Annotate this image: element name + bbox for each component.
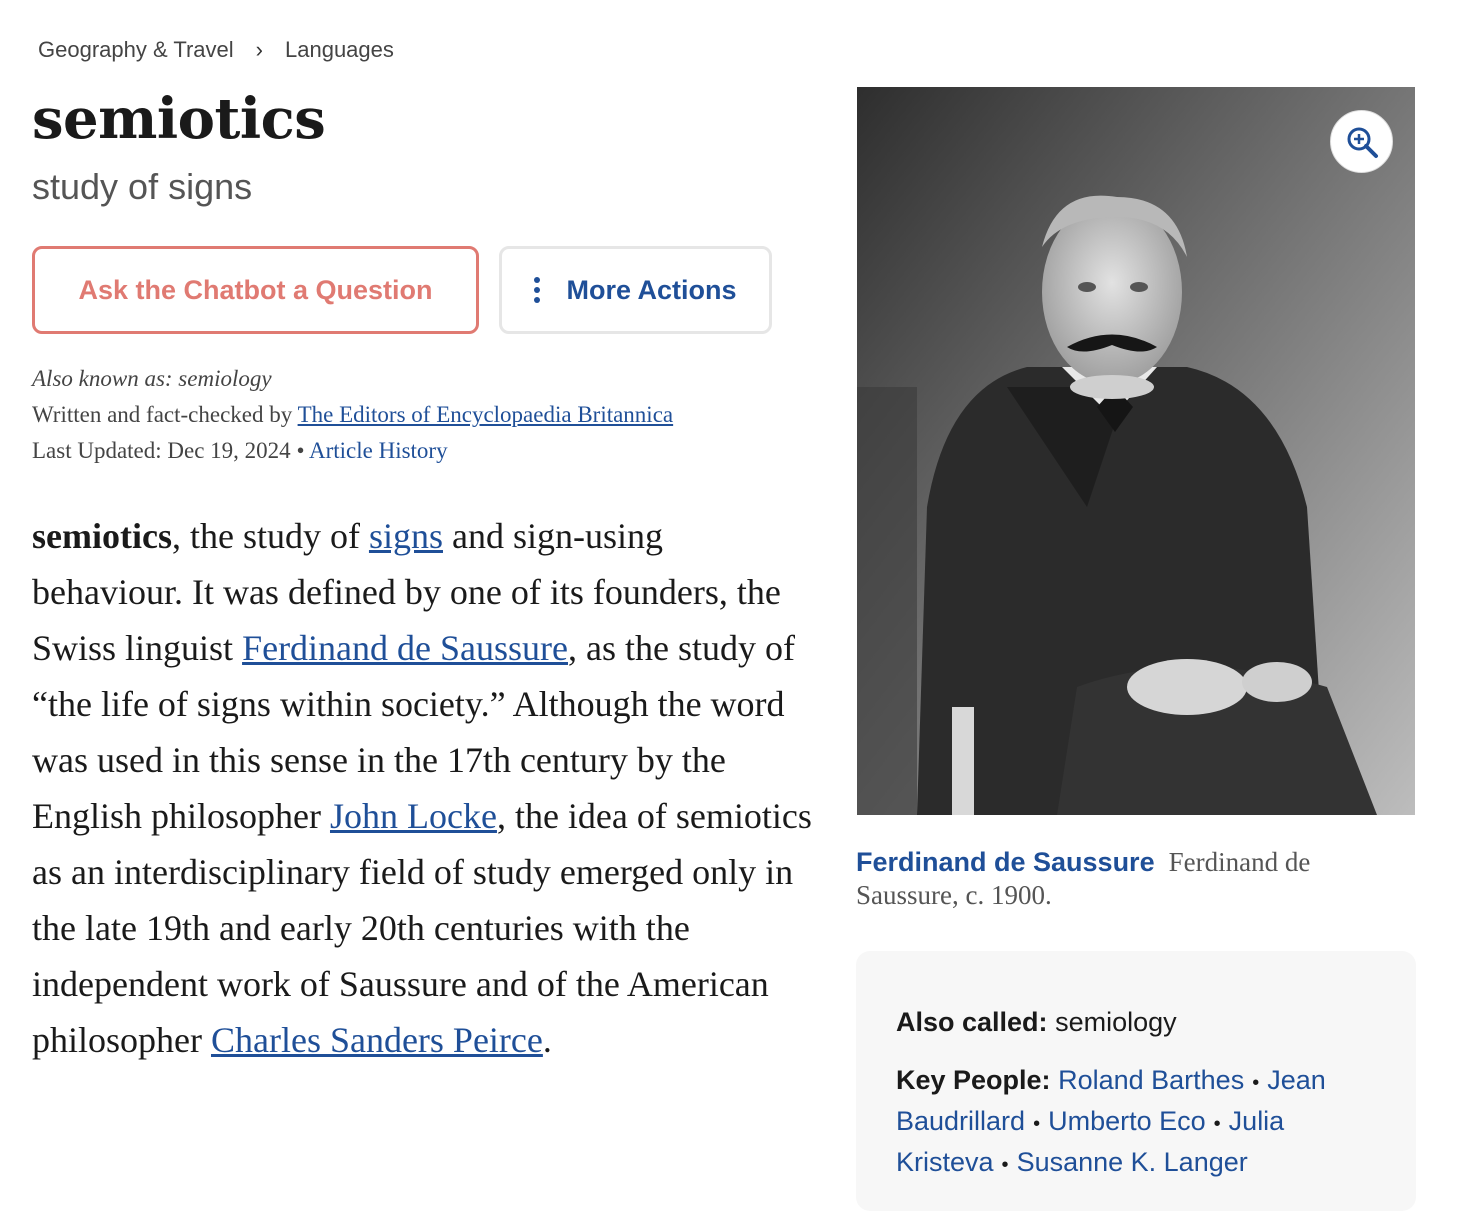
also-called-value: semiology [1055, 1007, 1177, 1037]
more-actions-label: More Actions [566, 274, 737, 305]
key-person-link[interactable]: Julia Kristeva [896, 1106, 1285, 1177]
last-updated: Last Updated: Dec 19, 2024 [32, 438, 291, 463]
article-text: , as the study of “the life of signs within society.” Although the word was used in this sense in the 17th century by the English philosopher [32, 628, 795, 836]
article-term: semiotics [32, 516, 172, 556]
article-text: . [542, 1020, 552, 1060]
separator-dot: • [1001, 1154, 1009, 1176]
chevron-right-icon: › [255, 37, 263, 62]
quick-facts-panel [856, 951, 1416, 1211]
written-by-line [32, 402, 673, 428]
john-locke-link[interactable]: John Locke [329, 796, 497, 836]
last-updated-line [32, 438, 448, 464]
separator-dot: • [1252, 1072, 1260, 1094]
bullet-separator: • [296, 438, 305, 463]
portrait-illustration [857, 87, 1415, 815]
saussure-link[interactable]: Ferdinand de Saussure [242, 628, 568, 668]
article-text: , the idea of semiotics as an interdisciplinary field of study emerged only in the late 19th and early 20th centuries with the independent work of Saussure and of the American philosopher [32, 796, 812, 1060]
editors-link[interactable]: The Editors of Encyclopaedia Britannica [297, 402, 674, 427]
caption-title: Ferdinand de Saussure [856, 847, 1155, 877]
caption-text: Ferdinand de Saussure, c. 1900. [856, 847, 1311, 910]
ask-chatbot-button[interactable] [32, 246, 479, 334]
zoom-in-icon [1344, 124, 1380, 160]
page-title: semiotics [32, 86, 326, 152]
page-subtitle: study of signs [32, 166, 253, 207]
article-text: , the study of [171, 516, 369, 556]
key-people-label: Key People: [896, 1065, 1051, 1095]
key-person-link[interactable]: Umberto Eco [1048, 1106, 1206, 1136]
separator-dot: • [1213, 1113, 1221, 1135]
breadcrumb [38, 34, 394, 66]
portrait-image[interactable] [857, 87, 1415, 815]
also-known-as: Also known as: semiology [32, 366, 272, 391]
written-by-prefix: Written and fact-checked by [32, 402, 293, 427]
zoom-in-button[interactable] [1330, 110, 1393, 173]
also-called-row [896, 1003, 1376, 1041]
signs-link[interactable]: signs [368, 516, 443, 556]
breadcrumb-item-geography-travel[interactable]: Geography & Travel [38, 37, 234, 62]
also-called-label: Also called: [896, 1007, 1048, 1037]
figure-caption [856, 846, 1416, 912]
ask-chatbot-label: Ask the Chatbot a Question [78, 274, 433, 305]
article-history-link[interactable]: Article History [308, 438, 448, 463]
key-people-row [896, 1061, 1376, 1184]
kebab-menu-icon [534, 277, 540, 303]
key-person-link[interactable]: Roland Barthes [1058, 1065, 1245, 1095]
key-person-link[interactable]: Susanne K. Langer [1016, 1147, 1248, 1177]
article-paragraph [32, 508, 812, 1068]
key-person-link[interactable]: Jean Baudrillard [896, 1065, 1326, 1136]
article-text: and sign-using behaviour. It was defined by one of its founders, the Swiss linguist [32, 516, 781, 668]
separator-dot: • [1033, 1113, 1041, 1135]
more-actions-button[interactable] [499, 246, 772, 334]
peirce-link[interactable]: Charles Sanders Peirce [210, 1020, 543, 1060]
breadcrumb-item-languages[interactable]: Languages [285, 37, 394, 62]
